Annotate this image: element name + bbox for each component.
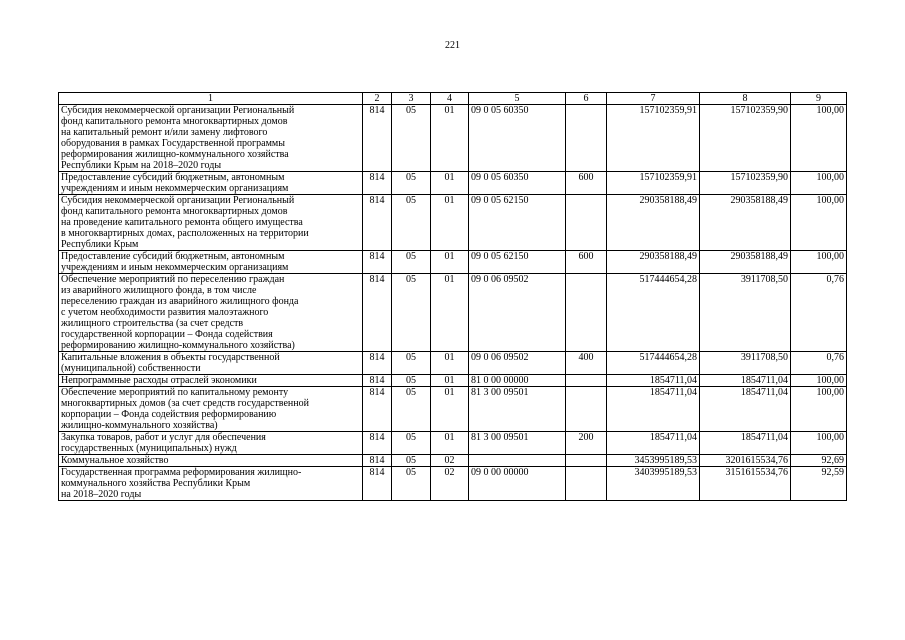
target-item-code: 81 0 00 00000 [469,375,566,387]
target-item-code: 09 0 06 09502 [469,274,566,352]
expense-name: Капитальные вложения в объекты государственной (муниципальной) собственности [59,352,363,375]
section-code: 05 [392,467,431,501]
table-row [59,251,847,274]
budget-table [58,92,847,501]
execution-percent: 100,00 [791,195,847,251]
planned-amount: 290358188,49 [607,251,700,274]
ministry-code: 814 [363,387,392,432]
ministry-code: 814 [363,195,392,251]
expense-name: Обеспечение мероприятий по переселению граждан из аварийного жилищного фонда, в том числе переселению граждан из аварийного жилищного фонда с учетом необходимости развития малоэтажного жилищного строительства (за счет средств государственной корпорации – Фонда содействия реформированию жилищно-коммунального хозяйства) [59,274,363,352]
executed-amount: 3201615534,76 [700,455,791,467]
executed-amount: 3911708,50 [700,274,791,352]
expense-type-code [566,195,607,251]
execution-percent: 92,59 [791,467,847,501]
table-row [59,387,847,432]
subsection-code: 01 [431,375,469,387]
expense-type-code [566,274,607,352]
target-item-code: 81 3 00 09501 [469,387,566,432]
executed-amount: 3151615534,76 [700,467,791,501]
subsection-code: 01 [431,352,469,375]
subsection-code: 01 [431,274,469,352]
planned-amount: 1854711,04 [607,387,700,432]
execution-percent: 100,00 [791,251,847,274]
ministry-code: 814 [363,172,392,195]
column-header: 5 [469,93,566,105]
ministry-code: 814 [363,455,392,467]
subsection-code: 01 [431,387,469,432]
subsection-code: 01 [431,195,469,251]
execution-percent: 100,00 [791,387,847,432]
subsection-code: 01 [431,105,469,172]
column-header: 8 [700,93,791,105]
section-code: 05 [392,274,431,352]
executed-amount: 290358188,49 [700,251,791,274]
section-code: 05 [392,251,431,274]
section-code: 05 [392,172,431,195]
column-header: 6 [566,93,607,105]
executed-amount: 1854711,04 [700,375,791,387]
executed-amount: 1854711,04 [700,387,791,432]
section-code: 05 [392,455,431,467]
column-header: 4 [431,93,469,105]
expense-type-code [566,387,607,432]
ministry-code: 814 [363,274,392,352]
expense-type-code: 400 [566,352,607,375]
target-item-code [469,455,566,467]
table-row [59,432,847,455]
ministry-code: 814 [363,105,392,172]
target-item-code: 09 0 06 09502 [469,352,566,375]
subsection-code: 01 [431,432,469,455]
planned-amount: 517444654,28 [607,352,700,375]
column-header: 7 [607,93,700,105]
expense-type-code [566,105,607,172]
ministry-code: 814 [363,352,392,375]
executed-amount: 3911708,50 [700,352,791,375]
planned-amount: 3403995189,53 [607,467,700,501]
subsection-code: 01 [431,172,469,195]
expense-type-code [566,375,607,387]
table-row [59,467,847,501]
section-code: 05 [392,432,431,455]
section-code: 05 [392,387,431,432]
target-item-code: 09 0 05 62150 [469,195,566,251]
section-code: 05 [392,352,431,375]
executed-amount: 157102359,90 [700,105,791,172]
planned-amount: 1854711,04 [607,375,700,387]
expense-name: Субсидия некоммерческой организации Региональный фонд капитального ремонта многоквартирных домов на проведение капитального ремонта общего имущества в многоквартирных домах, расположенных на территории Республики Крым [59,195,363,251]
planned-amount: 157102359,91 [607,105,700,172]
target-item-code: 09 0 05 60350 [469,105,566,172]
header-row [59,93,847,105]
page-number: 221 [445,40,460,51]
expense-type-code: 200 [566,432,607,455]
ministry-code: 814 [363,251,392,274]
ministry-code: 814 [363,467,392,501]
expense-name: Предоставление субсидий бюджетным, автономным учреждениям и иным некоммерческим организациям [59,172,363,195]
ministry-code: 814 [363,432,392,455]
expense-name: Закупка товаров, работ и услуг для обеспечения государственных (муниципальных) нужд [59,432,363,455]
expense-name: Государственная программа реформирования жилищно- коммунального хозяйства Республики Крым на 2018–2020 годы [59,467,363,501]
table-row [59,105,847,172]
execution-percent: 92,69 [791,455,847,467]
column-header: 9 [791,93,847,105]
ministry-code: 814 [363,375,392,387]
column-header: 3 [392,93,431,105]
table-row [59,195,847,251]
section-code: 05 [392,195,431,251]
executed-amount: 290358188,49 [700,195,791,251]
expense-type-code: 600 [566,251,607,274]
planned-amount: 290358188,49 [607,195,700,251]
section-code: 05 [392,105,431,172]
planned-amount: 3453995189,53 [607,455,700,467]
target-item-code: 09 0 05 62150 [469,251,566,274]
planned-amount: 1854711,04 [607,432,700,455]
expense-type-code [566,455,607,467]
section-code: 05 [392,375,431,387]
table-row [59,455,847,467]
execution-percent: 100,00 [791,432,847,455]
table-row [59,352,847,375]
planned-amount: 157102359,91 [607,172,700,195]
expense-name: Субсидия некоммерческой организации Региональный фонд капитального ремонта многоквартирных домов на капитальный ремонт и/или замену лифтового оборудования в рамках Государственной программы реформирования жилищно-коммунального хозяйства Республики Крым на 2018–2020 годы [59,105,363,172]
expense-name: Обеспечение мероприятий по капитальному ремонту многоквартирных домов (за счет средств государственной корпорации – Фонда содействия реформированию жилищно-коммунального хозяйства) [59,387,363,432]
planned-amount: 517444654,28 [607,274,700,352]
expense-type-code: 600 [566,172,607,195]
subsection-code: 02 [431,467,469,501]
execution-percent: 100,00 [791,105,847,172]
execution-percent: 0,76 [791,274,847,352]
column-header: 2 [363,93,392,105]
subsection-code: 02 [431,455,469,467]
execution-percent: 100,00 [791,172,847,195]
executed-amount: 157102359,90 [700,172,791,195]
target-item-code: 09 0 05 60350 [469,172,566,195]
column-header: 1 [59,93,363,105]
subsection-code: 01 [431,251,469,274]
expense-name: Непрограммные расходы отраслей экономики [59,375,363,387]
table-row [59,274,847,352]
execution-percent: 100,00 [791,375,847,387]
executed-amount: 1854711,04 [700,432,791,455]
table-row [59,375,847,387]
expense-name: Предоставление субсидий бюджетным, автономным учреждениям и иным некоммерческим организациям [59,251,363,274]
table-row [59,172,847,195]
expense-name: Коммунальное хозяйство [59,455,363,467]
target-item-code: 81 3 00 09501 [469,432,566,455]
target-item-code: 09 0 00 00000 [469,467,566,501]
expense-type-code [566,467,607,501]
execution-percent: 0,76 [791,352,847,375]
